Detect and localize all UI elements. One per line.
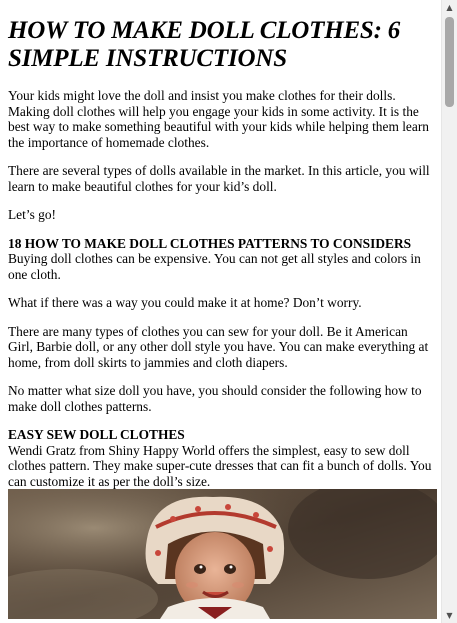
intro-paragraph-1: Your kids might love the doll and insist you make clothes for their dolls. Making doll clothes will help you engage your kids in some activity. It is the best way to make something beautiful with your kids while helping them learn the importance of homemade clothes. <box>8 88 429 150</box>
scrollbar-thumb[interactable] <box>445 17 454 107</box>
patterns-paragraph-2: What if there was a way you could make it at home? Don’t worry. <box>8 295 362 310</box>
section-heading-patterns: 18 HOW TO MAKE DOLL CLOTHES PATTERNS TO CONSIDERS <box>8 235 412 251</box>
intro-paragraph-2: There are several types of dolls available in the market. In this article, you will learn to make beautiful clothes for your kid’s doll. <box>8 163 430 194</box>
section-heading-easy-sew: EASY SEW DOLL CLOTHES <box>8 427 185 442</box>
vertical-scrollbar[interactable] <box>441 0 457 623</box>
patterns-paragraph-4: No matter what size doll you have, you should consider the following how to make doll clothes patterns. <box>8 383 422 414</box>
patterns-paragraph-1: Buying doll clothes can be expensive. You can not get all styles and colors in one cloth. <box>8 251 421 282</box>
article-title: HOW TO MAKE DOLL CLOTHES: 6 SIMPLE INSTRUCTIONS <box>8 17 401 72</box>
scroll-up-arrow-icon[interactable]: ▲ <box>446 3 453 12</box>
doll-photo <box>8 489 437 619</box>
intro-paragraph-3: Let’s go! <box>8 207 56 222</box>
scroll-down-arrow-icon[interactable]: ▼ <box>446 611 453 620</box>
easy-sew-paragraph-1: Wendi Gratz from Shiny Happy World offers the simplest, easy to sew doll clothes pattern. They make super-cute dresses that can fit a bunch of dolls. You can customize it as per the doll’s size. <box>8 442 432 489</box>
patterns-paragraph-3: There are many types of clothes you can sew for your doll. Be it American Girl, Barbie doll, or any other doll style you have. You can make everything at home, from doll skirts to jammies and cloth diapers. <box>8 323 429 370</box>
